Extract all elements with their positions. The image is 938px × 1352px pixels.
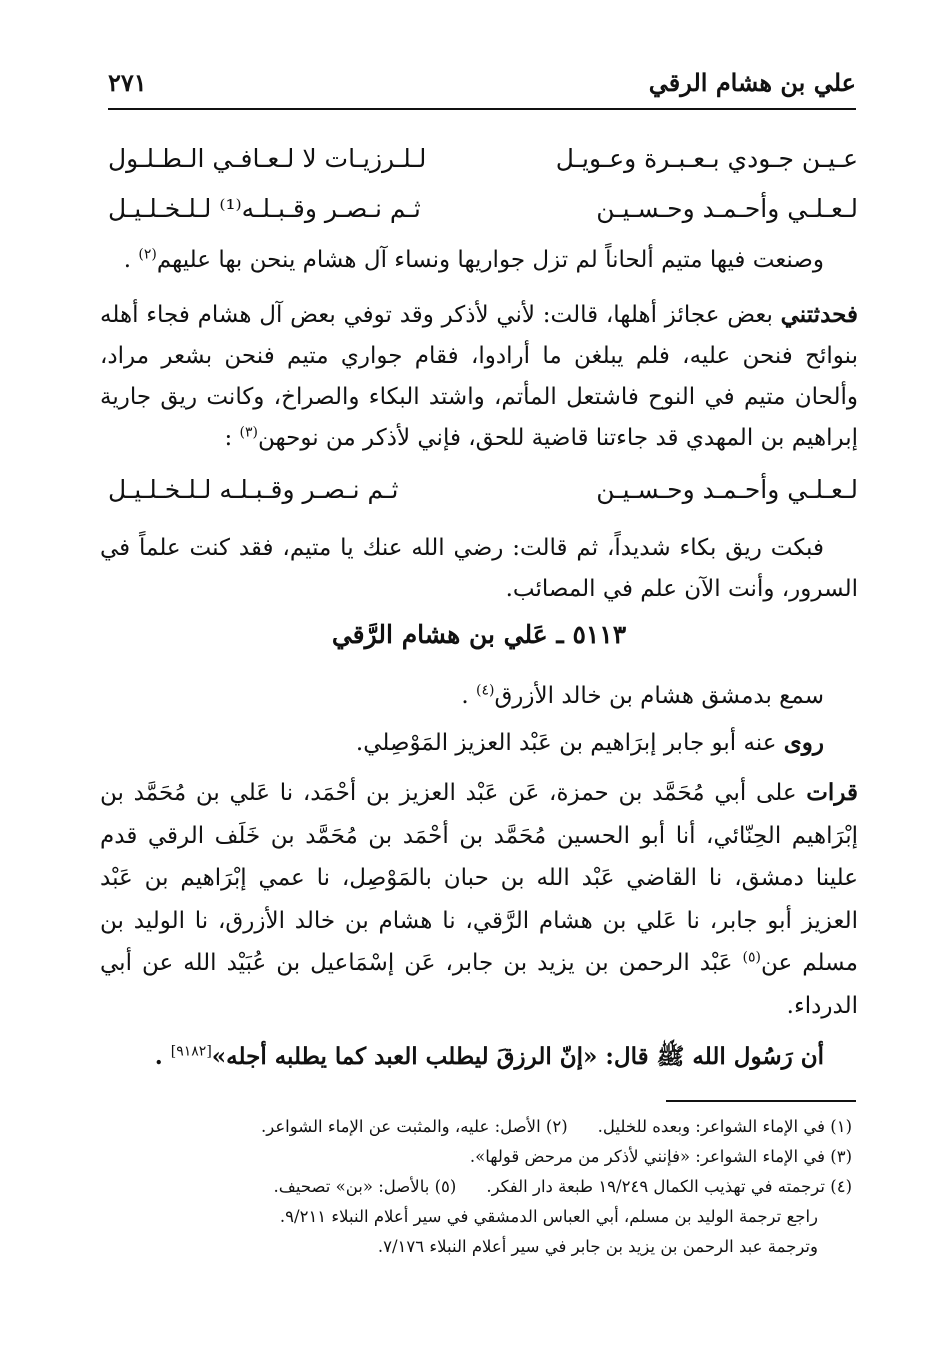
footnote-ref: (٥) xyxy=(742,949,761,966)
hadith-number: [٩١٨٢] xyxy=(170,1043,212,1060)
verse-hemistich: عـيـن جـودي بـعـبـرة وعـويـل xyxy=(555,143,858,173)
footnote-row xyxy=(150,1142,852,1172)
isnad-text: على أبي مُحَمَّد بن حمزة، عَن عَبْد العزيز بن أحْمَد، نا عَلي بن مُحَمَّد بن إبْرَاهيم الحِنّائي، أنا أبو الحسين مُحَمَّد بن أحْمَد بن مُحَمَّد بن خَلَف الرقي قدم علينا دمشق، نا القاضي عَبْد الله بن حبان بالمَوْصِل، نا عمي إبْرَاهيم بن عَبْد العزيز أبو جابر، نا عَلي بن هشام الرَّقي، نا هشام بن خالد الأزرق، نا الوليد بن مسلم عن xyxy=(100,780,858,976)
footnote-ref: (٢) xyxy=(138,246,157,263)
footnote-continuation: راجع ترجمة الوليد بن مسلم، أبي العباس الدمشقي في سير أعلام النبلاء ٩/٢١١. xyxy=(279,1207,818,1226)
paragraph-text: بعض عجائز أهلها، قالت: لأني لأذكر وقد توفي بعض آل هشام فجاء أهله بنوائح فنحن عليه، فلم يبلغن ما أرادوا، فقام جواري متيم فنحن بشعر مراد، وألحان متيم في النوح فاشتعل المأتم، واشتد البكاء والصراخ، وكانت ريق جارية إبراهيم بن المهدي قد جاءتنا قاضية للحق، فإني لأذكر من نوحهن xyxy=(100,302,858,451)
footnote-number: (٤) xyxy=(830,1177,852,1196)
paragraph-text: فبكت ريق بكاء شديداً، ثم قالت: رضي الله عنك يا متيم، فقد كنت علماً في السرور، وأنت الآن علم في المصائب. xyxy=(100,535,858,602)
verse-hemistich: ثـم نـصـر وقـبـلـه⁽¹⁾ لـلـخـلـيـل xyxy=(108,193,421,223)
entry-lead: روى xyxy=(783,729,824,756)
footnote-number: (٣) xyxy=(830,1147,852,1166)
footnote-text: في الإماء الشواعر: «فإنني لأذكر من مرحض قولها». xyxy=(469,1147,825,1166)
hadith-body: أن رَسُول الله ﷺ قال: «إنّ الرزقَ ليطلب العبد كما يطلبه أجله» xyxy=(211,1043,824,1070)
paragraph: وصنعت فيها متيم ألحاناً لم تزل جواريها ونساء آل هشام ينحن بها عليهم$^{(٢)}$ . xyxy=(123,246,824,273)
footnote-number: (٥) xyxy=(434,1177,457,1196)
verse-hemistich: لـعـلـي وأحـمـد وحـسـيـن xyxy=(596,193,858,223)
footnote-divider xyxy=(666,1100,856,1102)
verse-line-3 xyxy=(108,467,858,511)
footnote-continuation: وترجمة عبد الرحمن بن يزيد بن جابر في سير أعلام النبلاء ٧/١٧٦. xyxy=(377,1237,818,1256)
footnote-text: في الإماء الشواعر: وبعده للخليل. xyxy=(597,1117,825,1136)
running-title: علي بن هشام الرقي xyxy=(648,68,856,97)
footnote-row xyxy=(150,1172,852,1202)
isnad-paragraph xyxy=(100,772,858,1027)
footnote xyxy=(470,1142,852,1172)
footnote-ref: (٣) xyxy=(239,424,258,441)
footnote xyxy=(598,1112,852,1142)
footnote-text: ترجمته في تهذيب الكمال ١٩/٢٤٩ طبعة دار الفكر. xyxy=(486,1177,825,1196)
paragraph-lead: فحدثتني xyxy=(780,301,858,328)
footnote-text: بالأصل: «بن» تصحيف. xyxy=(273,1177,430,1196)
footnote-number: (٢) xyxy=(545,1117,568,1136)
isnad-lead: قرات xyxy=(806,779,859,806)
footnotes xyxy=(150,1112,852,1262)
paragraph: فحدثتني بعض عجائز أهلها، قالت: لأني لأذكر وقد توفي بعض آل هشام فجاء أهله بنوائح فنحن عليه، فلم يبلغن ما أرادوا، فقام جواري متيم فنحن بشعر مراد، وألحان متيم في النوح فاشتعل المأتم، واشتد البكاء والصراخ، وكانت ريق جارية إبراهيم بن المهدي قد جاءتنا قاضية للحق، فإني لأذكر من نوحهن$^{(٣)}$ : xyxy=(100,301,858,451)
footnote xyxy=(274,1172,457,1202)
verse-line-1 xyxy=(108,136,858,180)
entry-line: سمع بدمشق هشام بن خالد الأزرق$^{(٤)}$ . xyxy=(461,682,824,709)
isnad-text: عَبْد الرحمن بن يزيد بن جابر، عَن إسْمَاعيل بن عُبَيْد الله عن أبي الدرداء. xyxy=(100,950,858,1019)
footnote xyxy=(486,1172,852,1202)
footnote-number: (١) xyxy=(830,1117,852,1136)
entry-title: ٥١١٣ ـ عَلي بن هشام الرَّقي xyxy=(331,620,627,649)
verse-hemistich: لـعـلـي وأحـمـد وحـسـيـن xyxy=(596,474,858,504)
entry-line xyxy=(100,722,858,764)
entry-text: سمع بدمشق هشام بن خالد الأزرق xyxy=(494,683,824,709)
footnote-row xyxy=(150,1112,852,1142)
verse-hemistich: لـلـرزيـات لا لـعـافـي الـطـلـول xyxy=(108,143,427,173)
hadith-text: أن رَسُول الله ﷺ قال: «إنّ الرزقَ ليطلب العبد كما يطلبه أجله»[٩١٨٢] . xyxy=(154,1043,824,1070)
paragraph-text: وصنعت فيها متيم ألحاناً لم تزل جواريها ونساء آل هشام ينحن بها عليهم xyxy=(156,247,824,273)
page-number: ٢٧١ xyxy=(108,68,147,97)
verse-line-2 xyxy=(108,186,858,230)
footnote-text: الأصل: عليه، والمثبت عن الإماء الشواعر. xyxy=(260,1117,541,1136)
verse-hemistich: ثـم نـصـر وقـبـلـه لـلـخـلـيـل xyxy=(108,474,399,504)
running-header xyxy=(108,62,856,110)
paragraph xyxy=(100,528,858,610)
footnote xyxy=(261,1112,568,1142)
footnote-ref: (٤) xyxy=(475,682,495,699)
entry-text: عنه أبو جابر إبرَاهيم بن عَبْد العزيز المَوْصِلي. xyxy=(355,730,777,756)
